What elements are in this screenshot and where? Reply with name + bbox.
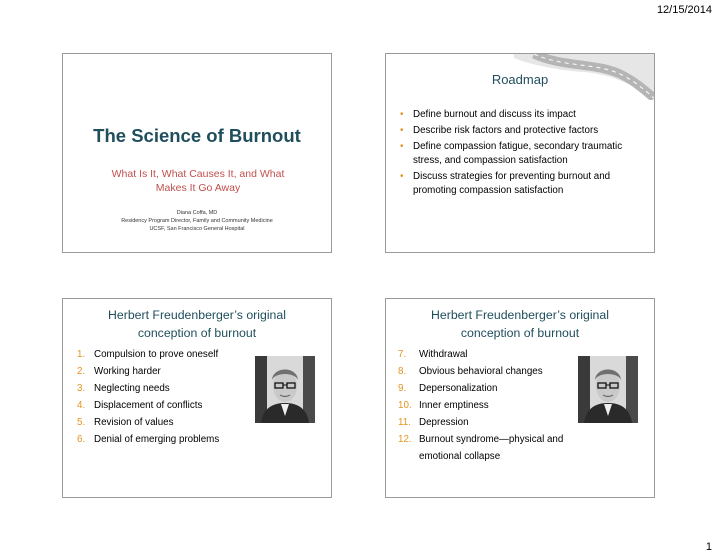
list-item-text: Discuss strategies for preventing burnout and promoting compassion satisfaction bbox=[413, 171, 611, 196]
list-number: 6. bbox=[77, 434, 86, 445]
subtitle-line-1: What Is It, What Causes It, and What bbox=[111, 168, 285, 180]
list-item-text: Withdrawal bbox=[419, 349, 468, 360]
list-number: 8. bbox=[398, 366, 407, 377]
list-item-text: Depression bbox=[419, 417, 469, 428]
list-item-text: Neglecting needs bbox=[94, 383, 170, 394]
list-number: 9. bbox=[398, 383, 407, 394]
heading-line-1: Herbert Freudenberger’s original bbox=[431, 308, 609, 322]
list-item-text: Displacement of conflicts bbox=[94, 400, 203, 411]
list-item-text: Revision of values bbox=[94, 417, 174, 428]
stages-list bbox=[398, 346, 573, 465]
author-name: Diana Coffa, MD bbox=[176, 210, 218, 216]
author-block bbox=[63, 209, 331, 233]
list-item bbox=[398, 397, 573, 414]
list-item bbox=[398, 346, 573, 363]
list-item-text: Define compassion fatigue, secondary traumatic stress, and compassion satisfaction bbox=[413, 141, 623, 166]
list-item-text: Obvious behavioral changes bbox=[419, 366, 543, 377]
bullet-icon: • bbox=[400, 109, 404, 120]
slide-freudenberger-1 bbox=[62, 298, 332, 498]
heading-line-2: conception of burnout bbox=[460, 326, 580, 340]
list-item bbox=[398, 140, 648, 168]
list-item bbox=[398, 414, 573, 431]
list-number: 12. bbox=[398, 434, 412, 445]
slide-roadmap bbox=[385, 53, 655, 253]
list-item bbox=[77, 397, 219, 414]
stages-list bbox=[77, 346, 219, 448]
handout-date: 12/15/2014 bbox=[656, 4, 712, 16]
list-item-text: Describe risk factors and protective factors bbox=[413, 125, 599, 136]
list-number: 5. bbox=[77, 417, 86, 428]
list-item bbox=[398, 380, 573, 397]
bullet-icon: • bbox=[400, 141, 404, 152]
list-item bbox=[77, 431, 219, 448]
slide-title-heading: The Science of Burnout bbox=[93, 125, 301, 146]
slide-heading bbox=[63, 306, 331, 342]
slide-title bbox=[62, 53, 332, 253]
list-number: 3. bbox=[77, 383, 86, 394]
slide-subtitle bbox=[93, 167, 303, 195]
subtitle-line-2: Makes It Go Away bbox=[155, 182, 241, 194]
heading-line-1: Herbert Freudenberger’s original bbox=[108, 308, 286, 322]
bullet-icon: • bbox=[400, 171, 404, 182]
list-number: 10. bbox=[398, 400, 412, 411]
list-number: 1. bbox=[77, 349, 86, 360]
list-number: 7. bbox=[398, 349, 407, 360]
portrait-photo bbox=[255, 356, 315, 423]
list-item bbox=[398, 170, 648, 198]
slide-heading bbox=[386, 306, 654, 342]
roadmap-title: Roadmap bbox=[491, 72, 549, 87]
portrait-photo bbox=[578, 356, 638, 423]
list-item-text: Define burnout and discuss its impact bbox=[413, 109, 576, 120]
list-number: 2. bbox=[77, 366, 86, 377]
list-item-text: Working harder bbox=[94, 366, 161, 377]
list-number: 11. bbox=[398, 417, 411, 428]
list-item bbox=[77, 414, 219, 431]
author-org: UCSF, San Francisco General Hospital bbox=[149, 226, 245, 232]
bullet-icon: • bbox=[400, 125, 404, 136]
list-item bbox=[77, 346, 219, 363]
list-number: 4. bbox=[77, 400, 86, 411]
list-item-text: Depersonalization bbox=[419, 383, 498, 394]
heading-line-2: conception of burnout bbox=[137, 326, 257, 340]
list-item bbox=[398, 431, 573, 465]
list-item bbox=[77, 380, 219, 397]
list-item bbox=[398, 108, 648, 122]
list-item bbox=[398, 124, 648, 138]
list-item-text: Denial of emerging problems bbox=[94, 434, 220, 445]
list-item-text: Inner emptiness bbox=[419, 400, 489, 411]
list-item-text: Compulsion to prove oneself bbox=[94, 349, 219, 360]
slide-freudenberger-2 bbox=[385, 298, 655, 498]
page-number: 1 bbox=[705, 541, 712, 553]
author-role: Residency Program Director, Family and Community Medicine bbox=[121, 218, 273, 224]
list-item bbox=[398, 363, 573, 380]
list-item bbox=[77, 363, 219, 380]
roadmap-list bbox=[398, 108, 648, 200]
list-item-text: Burnout syndrome—physical and emotional collapse bbox=[419, 434, 564, 462]
